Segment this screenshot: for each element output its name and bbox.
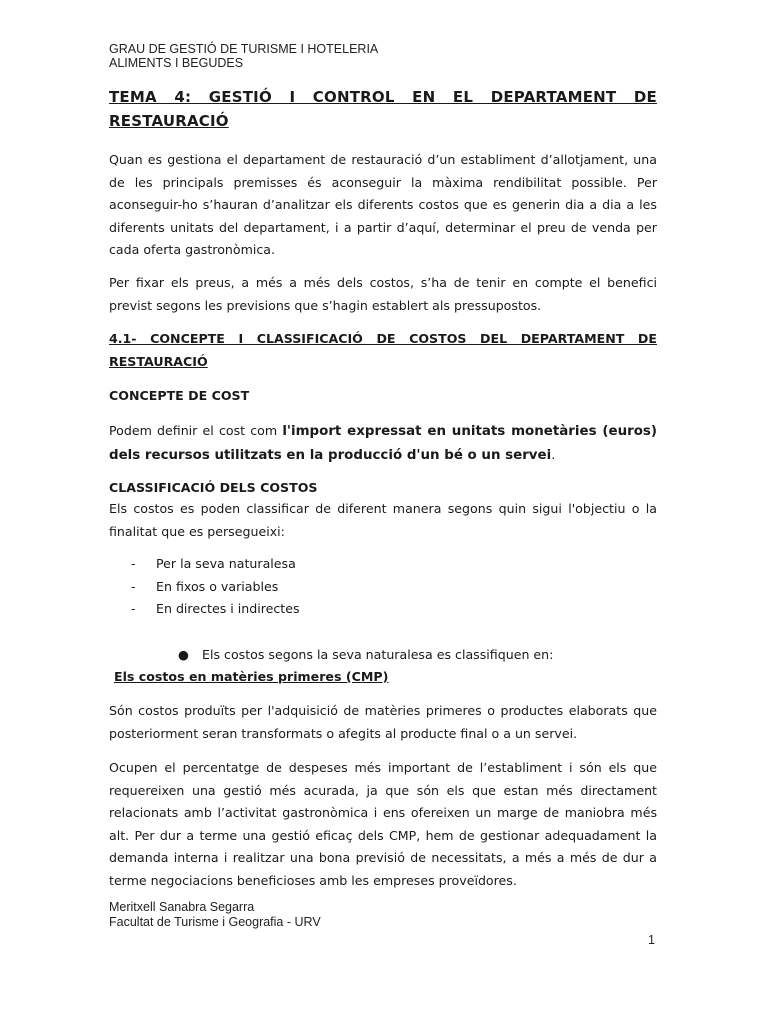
- dash-marker: -: [131, 601, 136, 616]
- page-header: [109, 42, 378, 70]
- dash-marker: -: [131, 556, 136, 571]
- bullet-icon: ●: [178, 647, 189, 662]
- cmp-paragraph-1: Són costos produïts per l'adquisició de matèries primeres o productes elaborats que posteriorment seran transformats o afegits al producte final o a un servei.: [109, 703, 657, 741]
- page-title: TEMA 4: GESTIÓ I CONTROL EN EL DEPARTAMENT DE RESTAURACIÓ: [109, 88, 657, 130]
- page-number: 1: [648, 933, 655, 947]
- concept-heading: CONCEPTE DE COST: [109, 388, 250, 403]
- cmp-paragraph-2: Ocupen el percentatge de despeses més important de l’establiment i són els que requereixen una gestió més acurada, ja que són els que estan més directament relacionats amb l’activitat gastronòmica i ens ofereixen un marge de maniobra més alt. Per dur a terme una gestió eficaç dels CMP, hem de gestionar adequadament la demanda interna i realitzar una bona previsió de necessitats, a més a més de dur a terme negociacions beneficioses amb les empreses proveïdores.: [109, 760, 657, 888]
- concept-definition: [109, 419, 657, 467]
- concept-text-bold: l'import expressat en unitats monetàries (euros) dels recursos utilitzats en la producció d'un bé o un servei: [109, 424, 657, 463]
- footer-author: Meritxell Sanabra Segarra: [109, 900, 255, 914]
- classification-heading: CLASSIFICACIÓ DELS COSTOS: [109, 480, 318, 495]
- bullet-item: [178, 644, 553, 667]
- page-footer: [109, 900, 321, 930]
- header-subject: ALIMENTS I BEGUDES: [109, 56, 244, 70]
- section-heading: 4.1- CONCEPTE I CLASSIFICACIÓ DE COSTOS DEL DEPARTAMENT DE RESTAURACIÓ: [109, 331, 657, 369]
- footer-faculty: Facultat de Turisme i Geografia - URV: [109, 915, 321, 929]
- list-item: - Per la seva naturalesa: [109, 553, 657, 576]
- intro-paragraph-2: Per fixar els preus, a més a més dels costos, s’ha de tenir en compte el benefici previst segons les previsions que s’hagin establert als pressupostos.: [109, 275, 657, 313]
- concept-text-before: Podem definir el cost com: [109, 423, 283, 438]
- cmp-heading: Els costos en matèries primeres (CMP): [114, 669, 389, 684]
- header-degree: GRAU DE GESTIÓ DE TURISME I HOTELERIA: [109, 42, 379, 56]
- dash-marker: -: [131, 578, 136, 594]
- bullet-text: Els costos segons la seva naturalesa es classifiquen en:: [202, 647, 554, 662]
- concept-text-after: .: [551, 447, 556, 462]
- list-item: - En fixos o variables: [109, 576, 657, 599]
- list-item: - En directes i indirectes: [109, 598, 657, 621]
- classification-text: Els costos es poden classificar de diferent manera segons quin sigui l'objectiu o la finalitat que es persegueixi:: [109, 501, 657, 539]
- classification-list: [109, 553, 657, 621]
- intro-paragraph-1: Quan es gestiona el departament de restauració d’un establiment d’allotjament, una de les principals premisses és aconseguir la màxima rendibilitat possible. Per aconseguir-ho s’hauran d’analitzar els diferents costos que es generin dia a dia a les diferents unitats del departament, i a partir d’aquí, determinar el preu de venda per cada oferta gastronòmica.: [109, 152, 657, 257]
